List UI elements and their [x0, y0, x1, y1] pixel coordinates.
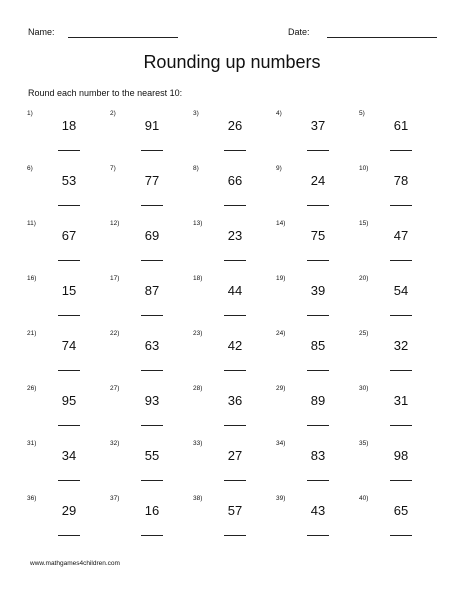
- problem-number: 11): [27, 220, 36, 227]
- answer-line[interactable]: [390, 260, 412, 261]
- problem-number: 35): [359, 440, 369, 447]
- problem-value: 55: [144, 448, 160, 463]
- problem-value: 23: [227, 228, 243, 243]
- problem-item: [22, 383, 105, 438]
- instructions: Round each number to the nearest 10:: [28, 88, 183, 98]
- problem-item: [354, 438, 437, 493]
- problem-item: [188, 383, 271, 438]
- problem-item: [22, 218, 105, 273]
- problem-number: 23): [193, 330, 203, 337]
- answer-line[interactable]: [58, 535, 80, 536]
- problem-item: [105, 328, 188, 383]
- answer-line[interactable]: [307, 535, 329, 536]
- problem-item: [354, 493, 437, 548]
- problem-number: 37): [110, 495, 120, 502]
- answer-line[interactable]: [58, 150, 80, 151]
- problem-item: [105, 218, 188, 273]
- problem-number: 14): [276, 220, 286, 227]
- problem-value: 93: [144, 393, 160, 408]
- problem-value: 89: [310, 393, 326, 408]
- problem-item: [188, 493, 271, 548]
- answer-line[interactable]: [224, 205, 246, 206]
- problem-item: [271, 108, 354, 163]
- problem-value: 27: [227, 448, 243, 463]
- problem-value: 53: [61, 173, 77, 188]
- problem-number: 13): [193, 220, 203, 227]
- problem-number: 17): [110, 275, 120, 282]
- answer-line[interactable]: [390, 205, 412, 206]
- problem-item: [188, 273, 271, 328]
- answer-line[interactable]: [58, 370, 80, 371]
- answer-line[interactable]: [390, 370, 412, 371]
- problem-item: [22, 438, 105, 493]
- answer-line[interactable]: [141, 205, 163, 206]
- problem-value: 83: [310, 448, 326, 463]
- problem-item: [105, 163, 188, 218]
- problem-value: 24: [310, 173, 326, 188]
- problem-value: 29: [61, 503, 77, 518]
- problem-value: 37: [310, 118, 326, 133]
- problem-value: 78: [393, 173, 409, 188]
- date-field[interactable]: [327, 37, 437, 38]
- answer-line[interactable]: [224, 535, 246, 536]
- problem-number: 19): [276, 275, 286, 282]
- problem-item: [354, 383, 437, 438]
- answer-line[interactable]: [58, 260, 80, 261]
- answer-line[interactable]: [224, 480, 246, 481]
- problem-item: [105, 273, 188, 328]
- problem-grid: [22, 108, 442, 548]
- problem-item: [105, 493, 188, 548]
- problem-item: [105, 438, 188, 493]
- problem-value: 85: [310, 338, 326, 353]
- answer-line[interactable]: [141, 260, 163, 261]
- answer-line[interactable]: [307, 150, 329, 151]
- problem-item: [354, 273, 437, 328]
- answer-line[interactable]: [141, 315, 163, 316]
- problem-value: 57: [227, 503, 243, 518]
- problem-item: [354, 218, 437, 273]
- problem-item: [271, 383, 354, 438]
- problem-item: [271, 218, 354, 273]
- problem-value: 43: [310, 503, 326, 518]
- answer-line[interactable]: [141, 425, 163, 426]
- answer-line[interactable]: [141, 480, 163, 481]
- problem-number: 26): [27, 385, 37, 392]
- problem-number: 10): [359, 165, 369, 172]
- answer-line[interactable]: [307, 425, 329, 426]
- problem-value: 63: [144, 338, 160, 353]
- problem-number: 18): [193, 275, 203, 282]
- problem-value: 69: [144, 228, 160, 243]
- answer-line[interactable]: [58, 315, 80, 316]
- problem-value: 32: [393, 338, 409, 353]
- problem-number: 31): [27, 440, 37, 447]
- problem-value: 16: [144, 503, 160, 518]
- problem-value: 15: [61, 283, 77, 298]
- problem-value: 95: [61, 393, 77, 408]
- problem-value: 65: [393, 503, 409, 518]
- problem-number: 34): [276, 440, 286, 447]
- problem-value: 42: [227, 338, 243, 353]
- problem-number: 36): [27, 495, 37, 502]
- problem-item: [22, 493, 105, 548]
- problem-number: 7): [110, 165, 116, 172]
- answer-line[interactable]: [224, 315, 246, 316]
- problem-number: 6): [27, 165, 33, 172]
- answer-line[interactable]: [224, 260, 246, 261]
- problem-item: [22, 163, 105, 218]
- problem-item: [188, 108, 271, 163]
- problem-value: 87: [144, 283, 160, 298]
- name-field[interactable]: [68, 37, 178, 38]
- problem-item: [22, 108, 105, 163]
- problem-value: 47: [393, 228, 409, 243]
- problem-number: 15): [359, 220, 369, 227]
- problem-item: [105, 383, 188, 438]
- problem-value: 77: [144, 173, 160, 188]
- problem-number: 24): [276, 330, 286, 337]
- answer-line[interactable]: [224, 425, 246, 426]
- problem-value: 44: [227, 283, 243, 298]
- answer-line[interactable]: [390, 535, 412, 536]
- problem-number: 39): [276, 495, 286, 502]
- problem-number: 29): [276, 385, 286, 392]
- answer-line[interactable]: [58, 205, 80, 206]
- problem-value: 39: [310, 283, 326, 298]
- problem-number: 32): [110, 440, 120, 447]
- date-label: Date:: [288, 27, 310, 37]
- problem-number: 2): [110, 110, 116, 117]
- problem-item: [271, 438, 354, 493]
- answer-line[interactable]: [141, 150, 163, 151]
- problem-item: [271, 493, 354, 548]
- problem-item: [188, 163, 271, 218]
- problem-value: 75: [310, 228, 326, 243]
- problem-number: 1): [27, 110, 33, 117]
- answer-line[interactable]: [307, 315, 329, 316]
- problem-item: [271, 328, 354, 383]
- problem-item: [188, 218, 271, 273]
- name-label: Name:: [28, 27, 55, 37]
- problem-number: 40): [359, 495, 369, 502]
- problem-item: [354, 108, 437, 163]
- problem-number: 3): [193, 110, 199, 117]
- problem-item: [188, 328, 271, 383]
- problem-number: 22): [110, 330, 120, 337]
- problem-item: [188, 438, 271, 493]
- problem-value: 61: [393, 118, 409, 133]
- problem-item: [22, 328, 105, 383]
- problem-item: [354, 328, 437, 383]
- answer-line[interactable]: [390, 315, 412, 316]
- answer-line[interactable]: [307, 260, 329, 261]
- problem-number: 5): [359, 110, 365, 117]
- problem-item: [271, 163, 354, 218]
- problem-number: 25): [359, 330, 369, 337]
- problem-item: [271, 273, 354, 328]
- problem-value: 67: [61, 228, 77, 243]
- answer-line[interactable]: [390, 150, 412, 151]
- answer-line[interactable]: [390, 425, 412, 426]
- answer-line[interactable]: [58, 425, 80, 426]
- answer-line[interactable]: [141, 370, 163, 371]
- problem-item: [22, 273, 105, 328]
- worksheet-title: Rounding up numbers: [143, 52, 321, 72]
- problem-number: 38): [193, 495, 203, 502]
- problem-number: 9): [276, 165, 282, 172]
- problem-value: 98: [393, 448, 409, 463]
- problem-number: 28): [193, 385, 203, 392]
- problem-number: 21): [27, 330, 37, 337]
- problem-item: [354, 163, 437, 218]
- footer-url: www.mathgames4children.com: [30, 560, 120, 567]
- problem-number: 8): [193, 165, 199, 172]
- problem-number: 12): [110, 220, 120, 227]
- problem-value: 36: [227, 393, 243, 408]
- answer-line[interactable]: [307, 480, 329, 481]
- problem-number: 30): [359, 385, 369, 392]
- problem-number: 4): [276, 110, 282, 117]
- problem-value: 18: [61, 118, 77, 133]
- problem-value: 31: [393, 393, 409, 408]
- answer-line[interactable]: [307, 205, 329, 206]
- problem-number: 33): [193, 440, 203, 447]
- problem-number: 27): [110, 385, 120, 392]
- problem-value: 26: [227, 118, 243, 133]
- problem-value: 66: [227, 173, 243, 188]
- problem-item: [105, 108, 188, 163]
- answer-line[interactable]: [224, 150, 246, 151]
- problem-number: 16): [27, 275, 37, 282]
- answer-line[interactable]: [224, 370, 246, 371]
- problem-value: 34: [61, 448, 77, 463]
- answer-line[interactable]: [307, 370, 329, 371]
- problem-value: 54: [393, 283, 409, 298]
- answer-line[interactable]: [141, 535, 163, 536]
- answer-line[interactable]: [58, 480, 80, 481]
- problem-value: 74: [61, 338, 77, 353]
- problem-number: 20): [359, 275, 369, 282]
- problem-value: 91: [144, 118, 160, 133]
- answer-line[interactable]: [390, 480, 412, 481]
